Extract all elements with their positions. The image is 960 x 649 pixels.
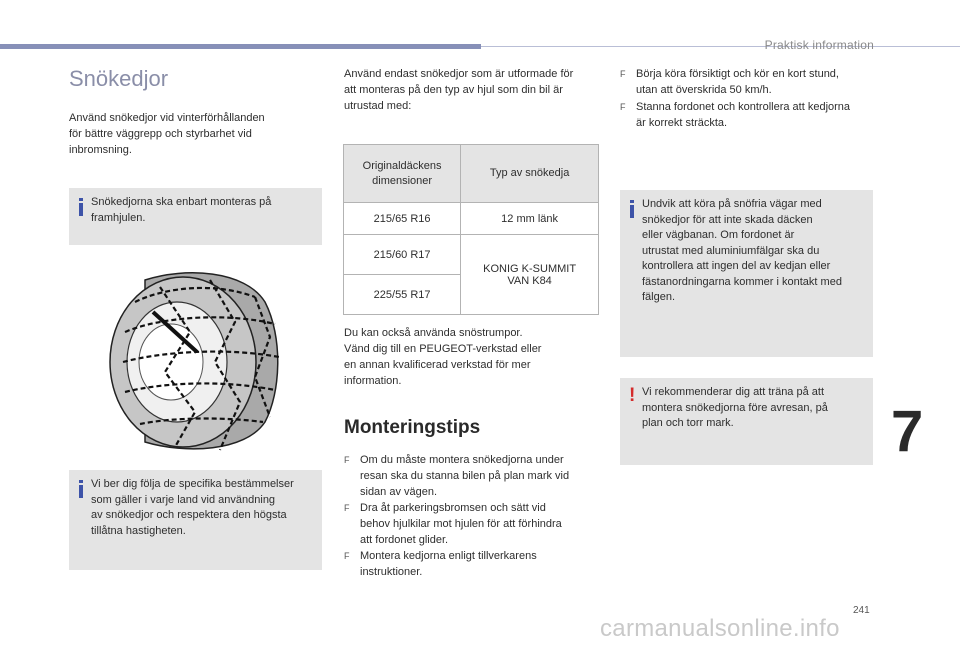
info-icon	[630, 200, 634, 218]
table-header-row	[344, 145, 599, 203]
table-cell-shared-chain: KONIG K-SUMMIT VAN K84	[461, 235, 599, 315]
info-box-front-wheels: Snökedjorna ska enbart monteras på framhjulen.	[69, 188, 322, 245]
tip-item: F Om du måste montera snökedjorna under resan ska du stanna bilen på plan mark vid sidan av vägen.	[344, 454, 570, 498]
info-box-regulations: Vi ber dig följa de specifika bestämmelser som gäller i varje land vid användning av snökedjor och respektera den högsta tillåtna hastigheten.	[69, 470, 322, 570]
driving-bullet: F Börja köra försiktigt och kör en kort stund, utan att överskrida 50 km/h.	[620, 68, 839, 96]
driving-bullet: F Stanna fordonet och kontrollera att kedjorna är korrekt sträckta.	[620, 101, 851, 129]
intro-paragraph: Använd snökedjor vid vinterförhållanden för bättre väggrepp och styrbarhet vid inbromsning.	[69, 112, 265, 156]
bullet-icon: F	[344, 551, 350, 561]
page-title: Snökedjor	[69, 66, 169, 91]
header-rule	[481, 46, 960, 47]
tip-item: F Dra åt parkeringsbromsen och sätt vid behov hjulkilar mot hjulen för att förhindra att fordonet glider.	[344, 502, 562, 546]
bullet-icon: F	[620, 69, 626, 79]
section-title: Praktisk information	[764, 38, 874, 52]
chapter-number: 7	[891, 399, 924, 464]
bullet-icon: F	[620, 102, 626, 112]
snow-chain-tire-illustration	[105, 262, 285, 457]
tip-item: F Montera kedjorna enligt tillverkarens instruktioner.	[344, 550, 537, 578]
watermark: carmanualsonline.info	[600, 615, 840, 642]
warning-icon: !	[629, 385, 636, 406]
table-row: 215/65 R16 12 mm länk	[344, 203, 599, 235]
page-number: 241	[853, 605, 870, 616]
header-accent-bar	[0, 44, 481, 49]
info-box-snow-free-roads: Undvik att köra på snöfria vägar med snökedjor för att inte skada däcken eller vägbanan. Om fordonet är utrustat med aluminiumfälgar ska du kontrollera att ingen del av kedjan eller fästanordningarna kommer i kontakt med fälgen.	[620, 190, 873, 357]
bullet-icon: F	[344, 455, 350, 465]
info-icon	[79, 480, 83, 498]
info-icon	[79, 198, 83, 216]
table-header-chain-type: Typ av snökedja	[461, 145, 599, 203]
table-header-dimensions: Originaldäckens dimensioner	[344, 145, 461, 203]
snow-socks-paragraph: Du kan också använda snöstrumpor. Vänd dig till en PEUGEOT-verkstad eller en annan kvalificerad verkstad för mer information.	[344, 327, 542, 387]
table-row: 215/60 R17 KONIG K-SUMMIT VAN K84	[344, 235, 599, 275]
mounting-tips-heading: Monteringstips	[344, 417, 481, 438]
bullet-icon: F	[344, 503, 350, 513]
table-row: 225/55 R17	[344, 275, 599, 315]
chains-intro-paragraph: Använd endast snökedjor som är utformade för att monteras på den typ av hjul som din bil är utrustad med:	[344, 68, 574, 112]
snow-chain-table	[343, 144, 599, 315]
warning-box-practice: ! Vi rekommenderar dig att träna på att montera snökedjorna före avresan, på plan och torr mark.	[620, 378, 873, 465]
